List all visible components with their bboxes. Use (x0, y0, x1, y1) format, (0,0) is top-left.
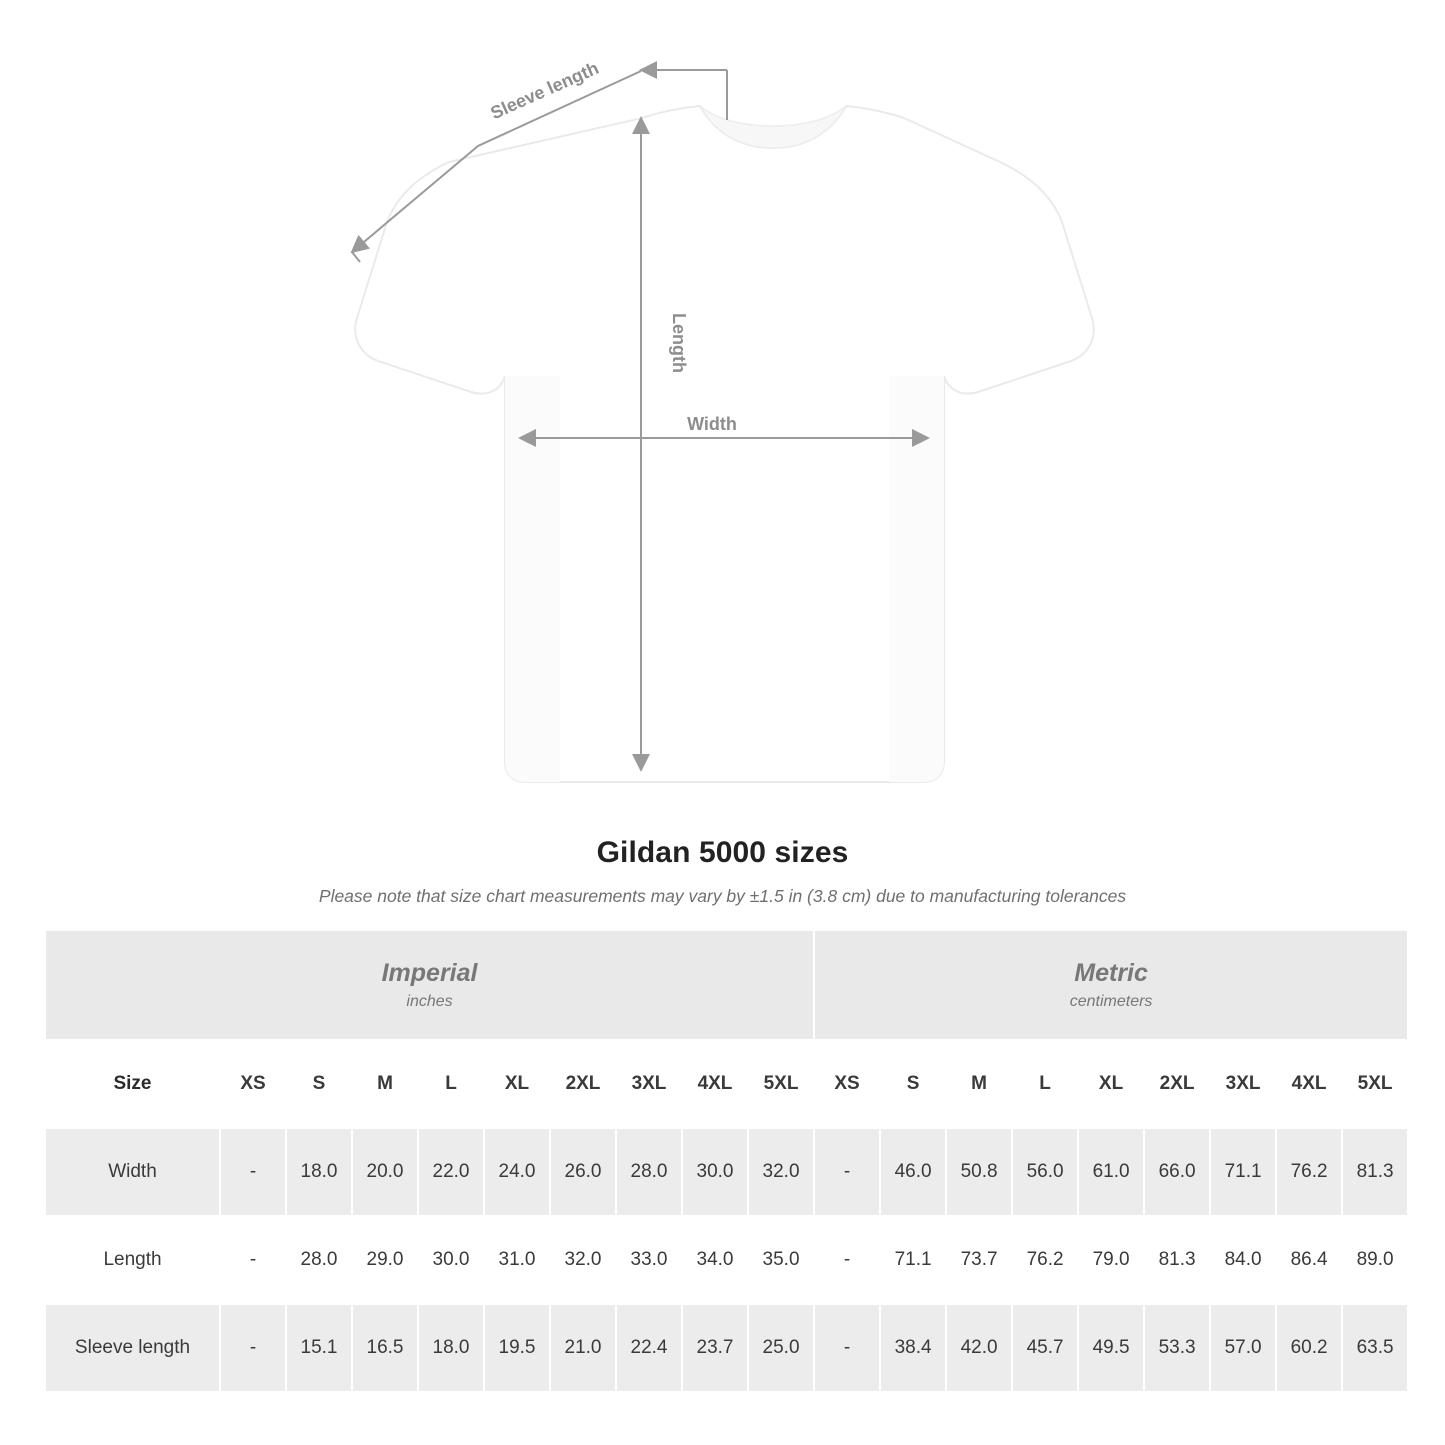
cell-sleeve-imperial-3xl: 22.4 (616, 1304, 682, 1392)
cell-width-metric-xs: - (814, 1128, 880, 1216)
size-header-row (45, 1040, 1408, 1128)
cell-length-metric-xs: - (814, 1216, 880, 1304)
header-size-metric-xs: XS (814, 1040, 880, 1128)
cell-length-metric-4xl: 86.4 (1276, 1216, 1342, 1304)
cell-width-imperial-m: 20.0 (352, 1128, 418, 1216)
cell-sleeve-metric-s: 38.4 (880, 1304, 946, 1392)
cell-length-imperial-xs: - (220, 1216, 286, 1304)
header-size-metric-m: M (946, 1040, 1012, 1128)
unit-group-metric-sub: centimeters (1069, 993, 1153, 1011)
table-row (45, 1304, 1408, 1392)
cell-length-imperial-s: 28.0 (286, 1216, 352, 1304)
cell-sleeve-imperial-2xl: 21.0 (550, 1304, 616, 1392)
header-size-imperial-4xl: 4XL (682, 1040, 748, 1128)
cell-length-metric-l: 76.2 (1012, 1216, 1078, 1304)
cell-sleeve-imperial-xl: 19.5 (484, 1304, 550, 1392)
cell-width-imperial-4xl: 30.0 (682, 1128, 748, 1216)
header-size-imperial-xs: XS (220, 1040, 286, 1128)
sleeve-length-label: Sleeve length (487, 57, 602, 124)
header-size-metric-l: L (1012, 1040, 1078, 1128)
header-size-imperial-3xl: 3XL (616, 1040, 682, 1128)
cell-width-metric-xl: 61.0 (1078, 1128, 1144, 1216)
cell-length-metric-5xl: 89.0 (1342, 1216, 1408, 1304)
header-size-imperial-m: M (352, 1040, 418, 1128)
cell-sleeve-metric-4xl: 60.2 (1276, 1304, 1342, 1392)
row-label-length: Length (45, 1216, 220, 1304)
cell-sleeve-imperial-m: 16.5 (352, 1304, 418, 1392)
cell-sleeve-metric-5xl: 63.5 (1342, 1304, 1408, 1392)
cell-width-imperial-2xl: 26.0 (550, 1128, 616, 1216)
cell-width-imperial-5xl: 32.0 (748, 1128, 814, 1216)
unit-group-imperial-name: Imperial (381, 958, 478, 987)
cell-sleeve-metric-2xl: 53.3 (1144, 1304, 1210, 1392)
cell-width-metric-l: 56.0 (1012, 1128, 1078, 1216)
header-size-imperial-2xl: 2XL (550, 1040, 616, 1128)
unit-group-metric (814, 930, 1408, 1040)
cell-length-imperial-5xl: 35.0 (748, 1216, 814, 1304)
cell-sleeve-metric-m: 42.0 (946, 1304, 1012, 1392)
header-size-imperial-l: L (418, 1040, 484, 1128)
cell-length-metric-m: 73.7 (946, 1216, 1012, 1304)
header-size-metric-2xl: 2XL (1144, 1040, 1210, 1128)
header-size-metric-s: S (880, 1040, 946, 1128)
cell-sleeve-imperial-5xl: 25.0 (748, 1304, 814, 1392)
cell-length-imperial-l: 30.0 (418, 1216, 484, 1304)
cell-length-imperial-4xl: 34.0 (682, 1216, 748, 1304)
table-row (45, 1216, 1408, 1304)
table-row (45, 1128, 1408, 1216)
tolerance-note: Please note that size chart measurements may vary by ±1.5 in (3.8 cm) due to manufacturing tolerances (318, 886, 1127, 906)
cell-length-imperial-2xl: 32.0 (550, 1216, 616, 1304)
cell-length-metric-3xl: 84.0 (1210, 1216, 1276, 1304)
header-size-imperial-xl: XL (484, 1040, 550, 1128)
cell-length-metric-s: 71.1 (880, 1216, 946, 1304)
cell-sleeve-imperial-s: 15.1 (286, 1304, 352, 1392)
cell-sleeve-imperial-xs: - (220, 1304, 286, 1392)
row-label-width: Width (45, 1128, 220, 1216)
cell-width-metric-s: 46.0 (880, 1128, 946, 1216)
header-size-metric-4xl: 4XL (1276, 1040, 1342, 1128)
cell-width-metric-m: 50.8 (946, 1128, 1012, 1216)
cell-sleeve-metric-l: 45.7 (1012, 1304, 1078, 1392)
cell-width-imperial-3xl: 28.0 (616, 1128, 682, 1216)
cell-width-imperial-l: 22.0 (418, 1128, 484, 1216)
cell-width-imperial-xs: - (220, 1128, 286, 1216)
cell-sleeve-imperial-4xl: 23.7 (682, 1304, 748, 1392)
cell-width-metric-3xl: 71.1 (1210, 1128, 1276, 1216)
header-size-metric-5xl: 5XL (1342, 1040, 1408, 1128)
cell-length-imperial-m: 29.0 (352, 1216, 418, 1304)
cell-width-imperial-s: 18.0 (286, 1128, 352, 1216)
cell-sleeve-metric-3xl: 57.0 (1210, 1304, 1276, 1392)
cell-width-metric-5xl: 81.3 (1342, 1128, 1408, 1216)
cell-length-imperial-xl: 31.0 (484, 1216, 550, 1304)
unit-header-row (45, 930, 1408, 1040)
title-block (0, 836, 1445, 907)
page-title: Gildan 5000 sizes (596, 836, 849, 869)
header-size-metric-3xl: 3XL (1210, 1040, 1276, 1128)
header-size-metric-xl: XL (1078, 1040, 1144, 1128)
size-table (44, 929, 1409, 1393)
cell-width-metric-2xl: 66.0 (1144, 1128, 1210, 1216)
cell-length-metric-2xl: 81.3 (1144, 1216, 1210, 1304)
header-size-label: Size (45, 1040, 220, 1128)
unit-group-metric-name: Metric (1074, 958, 1148, 987)
header-size-imperial-5xl: 5XL (748, 1040, 814, 1128)
cell-width-metric-4xl: 76.2 (1276, 1128, 1342, 1216)
row-label-sleeve-length: Sleeve length (45, 1304, 220, 1392)
unit-group-imperial (45, 930, 814, 1040)
tshirt-shape (355, 106, 1093, 782)
cell-width-imperial-xl: 24.0 (484, 1128, 550, 1216)
header-size-imperial-s: S (286, 1040, 352, 1128)
cell-sleeve-imperial-l: 18.0 (418, 1304, 484, 1392)
size-table-wrapper (44, 929, 1401, 1393)
length-label: Length (669, 313, 689, 373)
cell-sleeve-metric-xl: 49.5 (1078, 1304, 1144, 1392)
cell-sleeve-metric-xs: - (814, 1304, 880, 1392)
cell-length-metric-xl: 79.0 (1078, 1216, 1144, 1304)
unit-group-imperial-sub: inches (406, 993, 453, 1011)
cell-length-imperial-3xl: 33.0 (616, 1216, 682, 1304)
width-label: Width (687, 414, 737, 434)
